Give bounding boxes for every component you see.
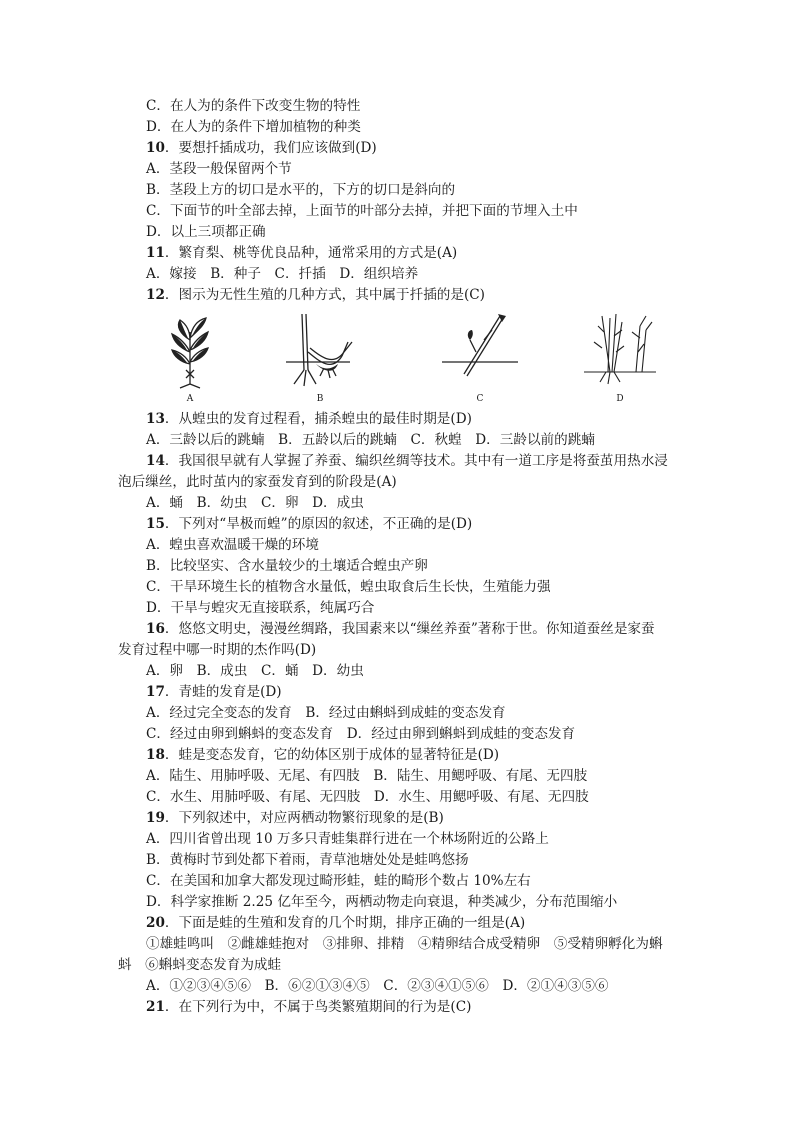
text-line: C．在人为的条件下改变生物的特性 [146,98,361,114]
text-line: 泡后缫丝，此时茧内的家蚕发育到的阶段是(A) [118,474,397,490]
figure-a [150,312,230,404]
figure-label: D [616,394,624,404]
text-line: A．蝗虫喜欢温暖干燥的环境 [146,537,319,553]
figure-label: A [186,394,194,404]
figure-label: B [316,394,324,404]
question-21: 21．在下列行为中，不属于鸟类繁殖期间的行为是(C) [146,999,472,1015]
figure-d [580,312,660,404]
question-17: 17．青蛙的发育是(D) [146,684,282,700]
text-line: A．四川省曾出现 10 万多只青蛙集群行进在一个林场附近的公路上 [146,831,549,847]
propagation-figures [150,312,670,404]
text-line: A．嫁接 B．种子 C．扦插 D．组织培养 [146,266,419,282]
text-line: 发育过程中哪一时期的杰作吗(D) [118,642,317,658]
text-line: C．水生、用肺呼吸、有尾、无四肢 D．水生、用鳃呼吸、有尾、无四肢 [146,789,589,805]
text-line: C．干旱环境生长的植物含水量低，蝗虫取食后生长快，生殖能力强 [146,579,551,595]
figure-b [280,312,360,404]
question-11: 11．繁育梨、桃等优良品种，通常采用的方式是(A) [146,245,458,261]
text-line: A．卵 B．成虫 C．蛹 D．幼虫 [146,663,364,679]
text-line: A．①②③④⑤⑥ B．⑥②①③④⑤ C．②③④①⑤⑥ D．②①④③⑤⑥ [146,978,609,994]
question-14: 14．我国很早就有人掌握了养蚕、编织丝绸等技术。其中有一道工序是将蚕茧用热水浸 [146,453,668,469]
question-19: 19．下列叙述中，对应两栖动物繁衍现象的是(B) [146,810,444,826]
text-line: D．在人为的条件下增加植物的种类 [146,119,361,135]
text-line: 蚪 ⑥蝌蚪变态发育为成蛙 [118,957,282,973]
question-12: 12．图示为无性生殖的几种方式，其中属于扦插的是(C) [146,287,485,303]
text-line: C．经过由卵到蝌蚪的变态发育 D．经过由卵到蝌蚪到成蛙的变态发育 [146,726,576,742]
text-line: ①雄蛙鸣叫 ②雌雄蛙抱对 ③排卵、排精 ④精卵结合成受精卵 ⑤受精卵孵化为蝌 [146,936,663,952]
text-line: A．三龄以后的跳蝻 B．五龄以后的跳蝻 C．秋蝗 D．三龄以前的跳蝻 [146,432,595,448]
question-16: 16．悠悠文明史，漫漫丝绸路，我国素来以“缫丝养蚕”著称于世。你知道蚕丝是家蚕 [146,621,655,637]
question-13: 13．从蝗虫的发育过程看，捕杀蝗虫的最佳时期是(D) [146,411,472,427]
question-20: 20．下面是蛙的生殖和发育的几个时期，排序正确的一组是(A) [146,915,526,931]
figure-c [440,312,520,404]
figure-label: C [476,394,484,404]
text-line: A．经过完全变态的发育 B．经过由蝌蚪到成蛙的变态发育 [146,705,506,721]
question-18: 18．蛙是变态发育，它的幼体区别于成体的显著特征是(D) [146,747,500,763]
text-line: D．干旱与蝗灾无直接联系，纯属巧合 [146,600,375,616]
text-line: D．以上三项都正确 [146,224,266,240]
layering-b-illustration [280,312,360,390]
text-line: A．陆生、用肺呼吸、无尾、有四肢 B．陆生、用鳃呼吸、有尾、无四肢 [146,768,588,784]
text-line: A．茎段一般保留两个节 [146,161,292,177]
grafting-d-illustration [580,312,660,390]
plant-cutting-a-illustration [150,312,230,390]
cutting-c-illustration [440,312,520,390]
text-line: B．黄梅时节到处都下着雨，青草池塘处处是蛙鸣悠扬 [146,852,469,868]
text-line: D．科学家推断 2.25 亿年至今，两栖动物走向衰退，种类减少，分布范围缩小 [146,894,618,910]
text-line: A．蛹 B．幼虫 C．卵 D．成虫 [146,495,364,511]
text-line: C．下面节的叶全部去掉，上面节的叶部分去掉，并把下面的节埋入土中 [146,203,578,219]
text-line: B．比较坚实、含水量较少的土壤适合蝗虫产卵 [146,558,428,574]
question-10: 10．要想扦插成功，我们应该做到(D) [146,140,377,156]
text-line: B．茎段上方的切口是水平的，下方的切口是斜向的 [146,182,456,198]
text-line: C．在美国和加拿大都发现过畸形蛙，蛙的畸形个数占 10%左右 [146,873,531,889]
question-15: 15．下列对“旱极而蝗”的原因的叙述，不正确的是(D) [146,516,473,532]
